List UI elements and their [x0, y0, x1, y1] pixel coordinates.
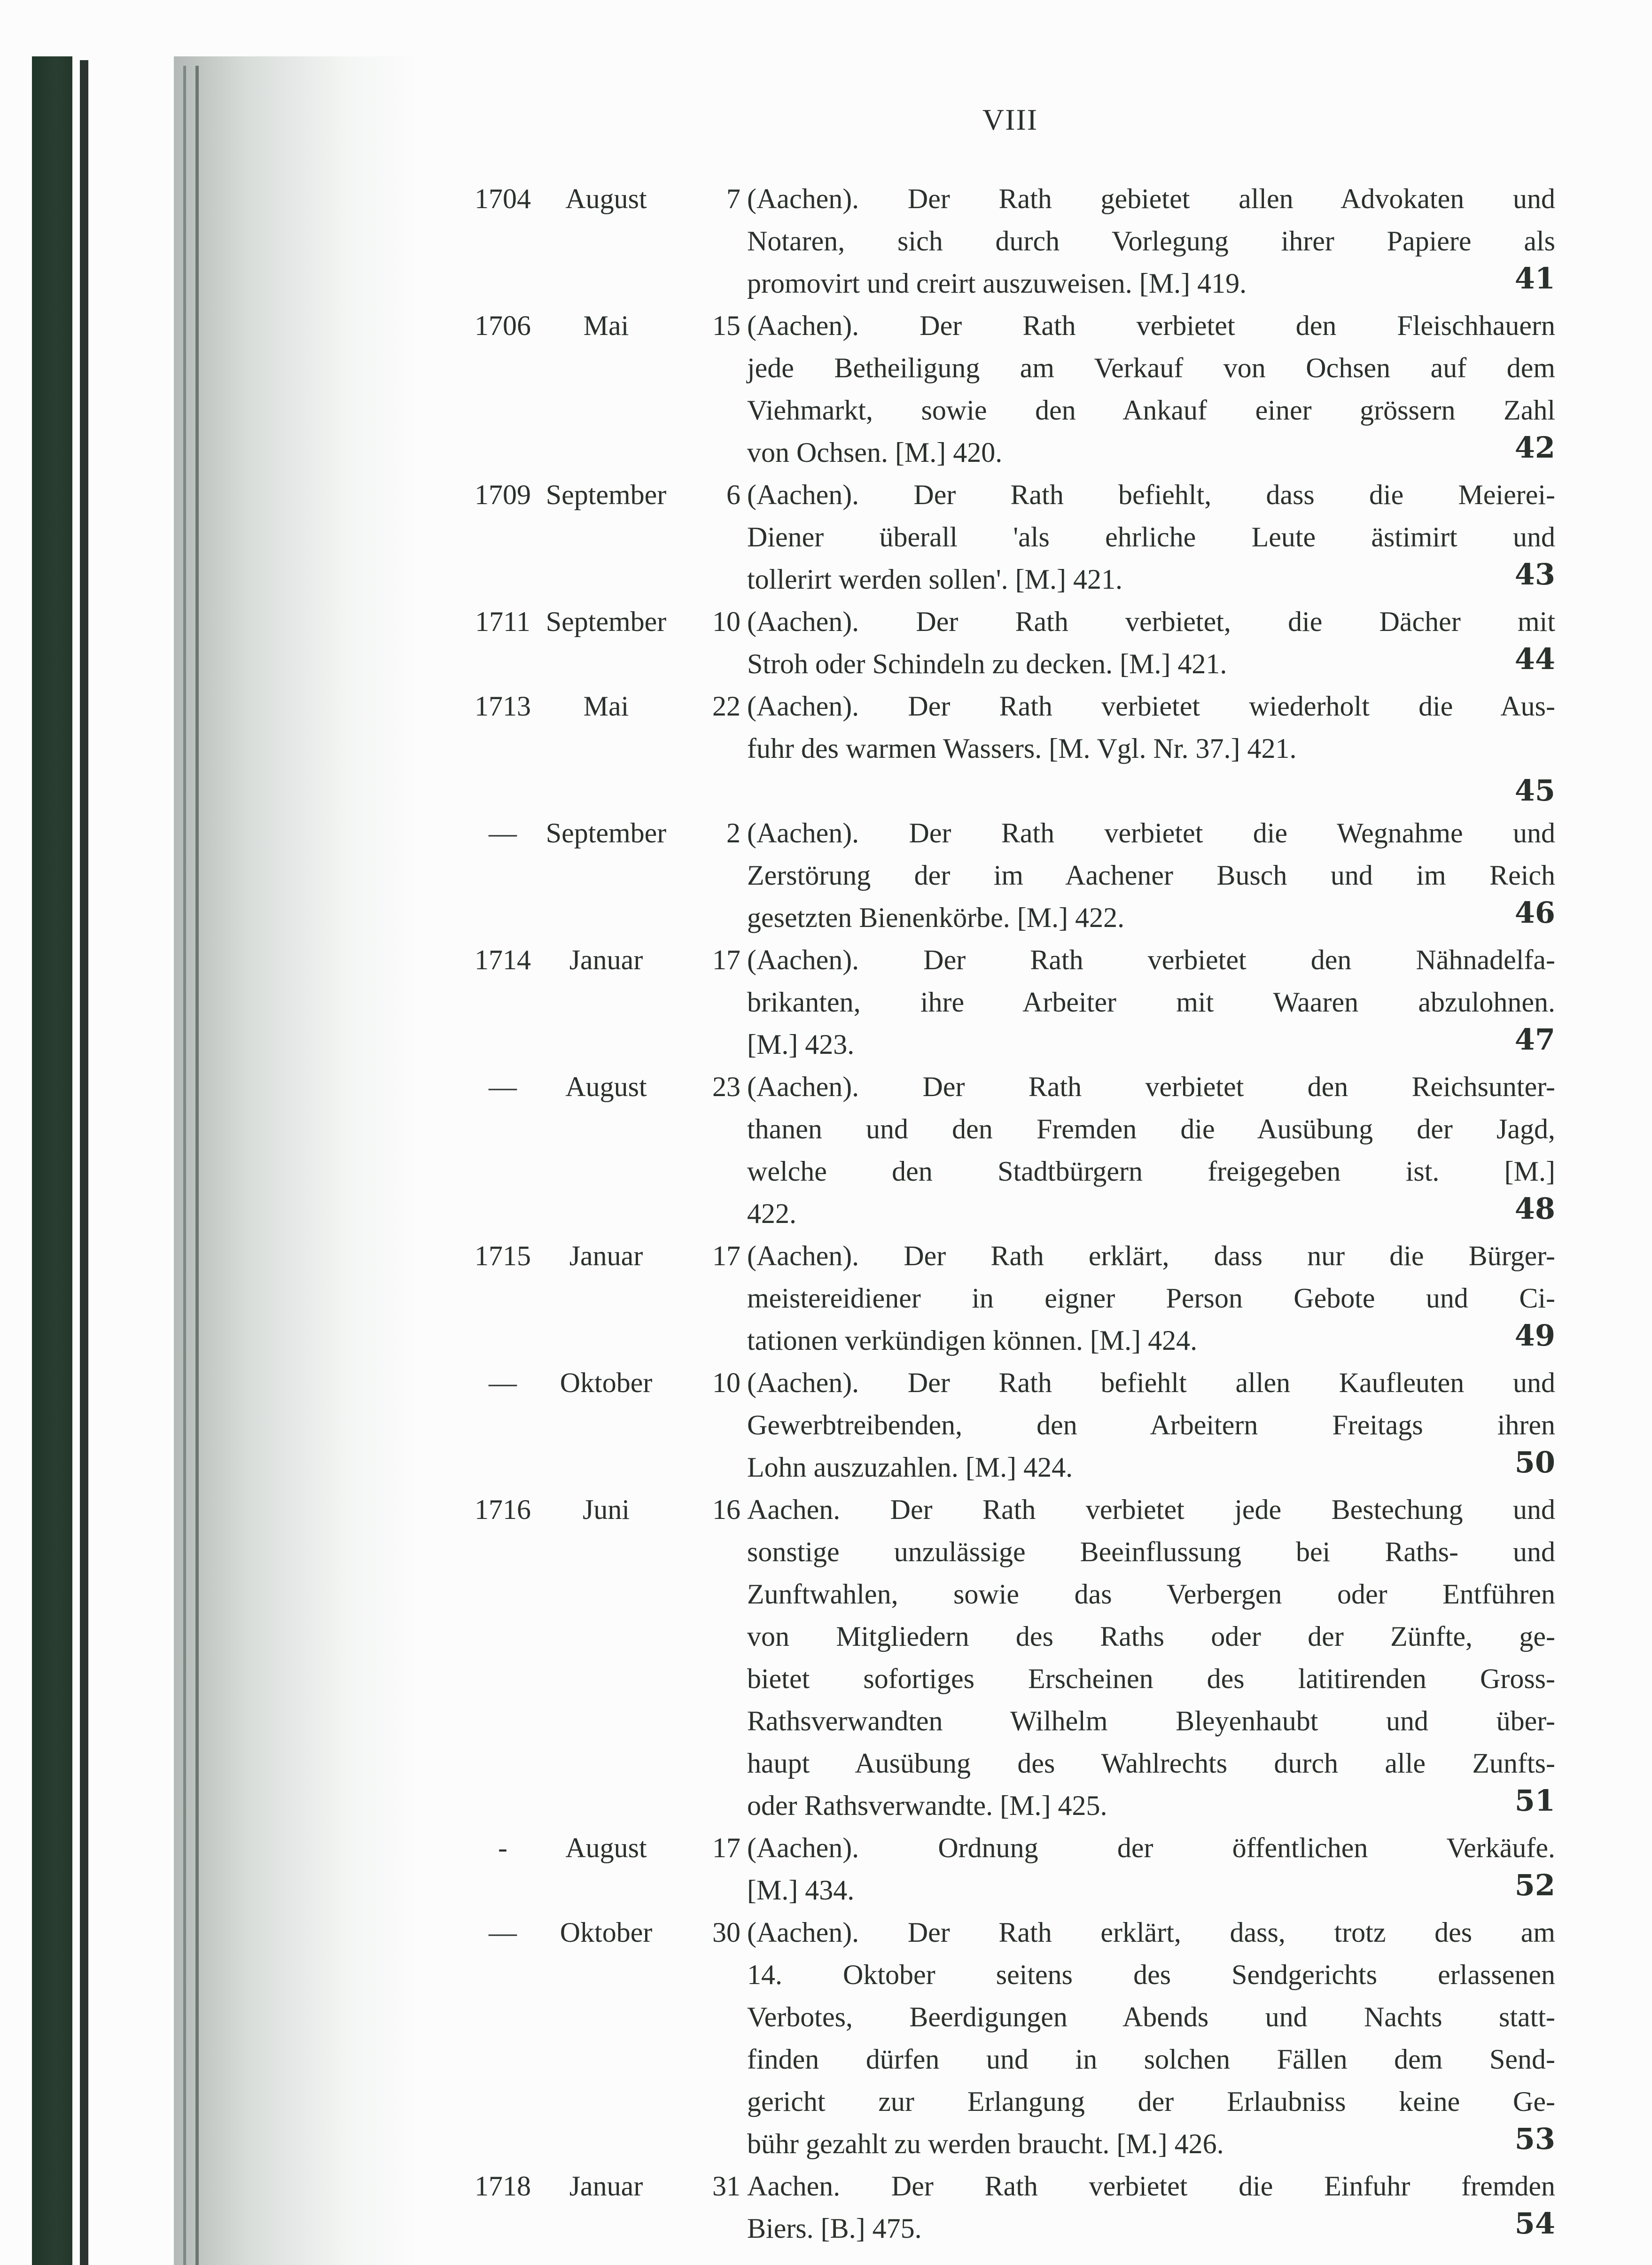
- regest-entry: [470, 1066, 1555, 1235]
- entry-text: [747, 178, 1555, 304]
- entry-month: Januar: [569, 1240, 643, 1271]
- entry-text-line: finden dürfen und in solchen Fällen dem Send-: [747, 2044, 1555, 2075]
- entry-text-line: Rathsverwandten Wilhelm Bleyenhaubt und über-: [747, 1705, 1555, 1736]
- entry-number: 54: [1514, 2206, 1555, 2241]
- entry-text-line: Aachen. Der Rath verbietet jede Bestechung und: [747, 1494, 1555, 1525]
- entry-text-line: oder Rathsverwandte. [M.] 425.: [747, 1790, 1107, 1821]
- entry-year: 1711: [475, 606, 530, 637]
- entry-day: 15: [712, 310, 740, 341]
- entry-day: 23: [712, 1071, 740, 1102]
- entry-month: Oktober: [560, 1917, 653, 1948]
- entry-year: 1713: [475, 691, 531, 722]
- entry-number: 48: [1514, 1191, 1555, 1226]
- entry-text-line: (Aachen). Der Rath verbietet den Fleischhauern: [747, 310, 1555, 341]
- entry-year: 1706: [475, 310, 531, 341]
- regest-entry: [470, 2165, 1555, 2249]
- entry-day: 31: [712, 2171, 740, 2202]
- entry-month: September: [545, 606, 667, 637]
- entry-text: [747, 304, 1555, 474]
- entry-text: [747, 1911, 1555, 2165]
- entry-text-line: (Aachen). Der Rath gebietet allen Advokaten und: [747, 183, 1555, 214]
- entry-day: 22: [712, 691, 740, 722]
- entry-year: —: [489, 1071, 517, 1102]
- entry-number: 44: [1514, 642, 1555, 676]
- entry-text-line: tationen verkündigen können. [M.] 424.: [747, 1325, 1198, 1356]
- entry-text-line: Gewerbtreibenden, den Arbeitern Freitags ihren: [747, 1409, 1555, 1440]
- regest-entry: [470, 1362, 1555, 1488]
- regest-entry: [470, 1911, 1555, 2165]
- entry-text-line: (Aachen). Der Rath verbietet den Reichsunter-: [747, 1071, 1555, 1102]
- entry-year: 1716: [475, 1494, 531, 1525]
- entry-year: —: [489, 1917, 517, 1948]
- entry-year: -: [498, 1832, 507, 1863]
- entry-text-line: von Mitgliedern des Raths oder der Zünfte, ge-: [747, 1621, 1555, 1652]
- entry-month: Januar: [569, 944, 643, 975]
- entry-day: 6: [726, 479, 740, 510]
- entry-text-line: Notaren, sich durch Vorlegung ihrer Papiere als: [747, 226, 1555, 257]
- entry-day: 10: [712, 606, 740, 637]
- entry-text-line: (Aachen). Ordnung der öffentlichen Verkäufe.: [747, 1832, 1555, 1863]
- entry-text-line: (Aachen). Der Rath verbietet die Wegnahme und: [747, 817, 1555, 848]
- entry-text-line: 422.: [747, 1198, 796, 1229]
- entry-day: 7: [726, 183, 740, 214]
- entry-text-line: (Aachen). Der Rath befiehlt allen Kaufleuten und: [747, 1367, 1555, 1398]
- entry-number: 50: [1514, 1445, 1555, 1479]
- entry-number: 52: [1514, 1868, 1555, 1902]
- entry-day: 30: [712, 1917, 740, 1948]
- page-number: VIII: [982, 103, 1038, 136]
- entry-text-line: welche den Stadtbürgern freigegeben ist. [M.]: [747, 1156, 1555, 1187]
- entry-year: 1704: [475, 183, 531, 214]
- entry-text: [747, 939, 1555, 1066]
- regesta-list: [470, 178, 1555, 2249]
- entry-day: 17: [712, 944, 740, 975]
- entry-text-line: sonstige unzulässige Beeinflussung bei Raths- und: [747, 1536, 1555, 1567]
- regest-entry: [470, 178, 1555, 304]
- entry-text-line: (Aachen). Der Rath verbietet, die Dächer mit: [747, 606, 1555, 637]
- entry-text-line: tollerirt werden sollen'. [M.] 421.: [747, 564, 1122, 595]
- gutter-line: [183, 66, 186, 2265]
- entry-month: September: [545, 479, 667, 510]
- entry-text-line: thanen und den Fremden die Ausübung der Jagd,: [747, 1113, 1555, 1144]
- entry-month: Juni: [582, 1494, 630, 1525]
- entry-text: [747, 600, 1555, 685]
- book-binding-line: [80, 60, 88, 2265]
- entry-number: 43: [1514, 557, 1555, 592]
- entry-number: 49: [1514, 1318, 1555, 1353]
- entry-number: 51: [1514, 1783, 1555, 1818]
- entry-text-line: fuhr des warmen Wassers. [M. Vgl. Nr. 37.] 421.: [747, 733, 1297, 764]
- gutter-shadow: [174, 56, 418, 2265]
- entry-text: [747, 474, 1555, 600]
- entry-year: 1715: [475, 1240, 531, 1271]
- entry-month: Mai: [583, 691, 629, 722]
- entry-text: [747, 1827, 1555, 1911]
- book-binding-edge: [32, 56, 72, 2265]
- entry-text-line: [M.] 434.: [747, 1875, 855, 1906]
- entry-month: August: [565, 183, 647, 214]
- entry-text: [747, 1488, 1555, 1827]
- entry-month: August: [565, 1071, 647, 1102]
- entry-text-line: Lohn auszuzahlen. [M.] 424.: [747, 1452, 1073, 1483]
- entry-text: [747, 685, 1555, 812]
- entry-text-line: (Aachen). Der Rath befiehlt, dass die Meierei-: [747, 479, 1555, 510]
- entry-number: 41: [1514, 261, 1555, 296]
- entry-text-line: Diener überall 'als ehrliche Leute ästimirt und: [747, 521, 1555, 553]
- regest-entry: [470, 1488, 1555, 1827]
- entry-text-line: (Aachen). Der Rath erklärt, dass nur die Bürger-: [747, 1240, 1555, 1271]
- entry-text: [747, 812, 1555, 939]
- entry-year: —: [489, 817, 517, 848]
- entry-text-line: Verbotes, Beerdigungen Abends und Nachts statt-: [747, 2001, 1555, 2032]
- regest-entry: [470, 685, 1555, 812]
- entry-year: 1718: [475, 2171, 531, 2202]
- regest-entry: [470, 474, 1555, 600]
- entry-number: 46: [1514, 895, 1555, 930]
- gutter-line: [195, 66, 199, 2265]
- entry-month: Oktober: [560, 1367, 653, 1398]
- entry-text-line: 14. Oktober seitens des Sendgerichts erlassenen: [747, 1959, 1555, 1990]
- entry-text-line: brikanten, ihre Arbeiter mit Waaren abzulohnen.: [747, 987, 1555, 1018]
- entry-text-line: meistereidiener in eigner Person Gebote und Ci-: [747, 1283, 1555, 1314]
- entry-text-line: Biers. [B.] 475.: [747, 2213, 922, 2244]
- entry-text-line: (Aachen). Der Rath verbietet den Nähnadelfa-: [747, 944, 1555, 975]
- entry-text-line: (Aachen). Der Rath verbietet wiederholt die Aus-: [747, 691, 1555, 722]
- entry-day: 17: [712, 1832, 740, 1863]
- entry-text-line: jede Betheiligung am Verkauf von Ochsen auf dem: [747, 352, 1555, 383]
- entry-text: [747, 1235, 1555, 1362]
- entry-text: [747, 2165, 1555, 2249]
- entry-text-line: von Ochsen. [M.] 420.: [747, 437, 1003, 468]
- entry-text-line: gericht zur Erlangung der Erlaubniss keine Ge-: [747, 2086, 1555, 2117]
- entry-day: 16: [712, 1494, 740, 1525]
- entry-year: 1714: [475, 944, 531, 975]
- entry-month: September: [545, 817, 667, 848]
- entry-day: 2: [726, 817, 740, 848]
- entry-text-line: Zunftwahlen, sowie das Verbergen oder Entführen: [747, 1579, 1555, 1610]
- regest-entry: [470, 1235, 1555, 1362]
- entry-text-line: gesetzten Bienenkörbe. [M.] 422.: [747, 902, 1125, 933]
- entry-day: 17: [712, 1240, 740, 1271]
- entry-text: [747, 1066, 1555, 1235]
- entry-text-line: Zerstörung der im Aachener Busch und im Reich: [747, 860, 1555, 891]
- entry-year: —: [489, 1367, 517, 1398]
- entry-number: 47: [1514, 1022, 1555, 1057]
- entry-text-line: promovirt und creirt auszuweisen. [M.] 419.: [747, 268, 1247, 299]
- entry-text-line: bühr gezahlt zu werden braucht. [M.] 426.: [747, 2128, 1224, 2159]
- entry-text-line: haupt Ausübung des Wahlrechts durch alle Zunfts-: [747, 1748, 1555, 1779]
- entry-text-line: (Aachen). Der Rath erklärt, dass, trotz des am: [747, 1917, 1555, 1948]
- entry-text-line: Stroh oder Schindeln zu decken. [M.] 421.: [747, 648, 1227, 679]
- entry-text-line: [M.] 423.: [747, 1029, 855, 1060]
- entry-text-line: bietet sofortiges Erscheinen des latitirenden Gross-: [747, 1663, 1555, 1694]
- entry-month: August: [565, 1832, 647, 1863]
- entry-text: [747, 1362, 1555, 1488]
- entry-number: 42: [1514, 430, 1555, 465]
- entry-text-line: Viehmarkt, sowie den Ankauf einer grössern Zahl: [747, 395, 1555, 426]
- entry-number: 53: [1514, 2122, 1555, 2156]
- entry-month: Januar: [569, 2171, 643, 2202]
- regest-entry: [470, 939, 1555, 1066]
- entry-day: 10: [712, 1367, 740, 1398]
- entry-number-line: [747, 770, 1555, 812]
- entry-text-line: Aachen. Der Rath verbietet die Einfuhr fremden: [747, 2171, 1555, 2202]
- entry-month: Mai: [583, 310, 629, 341]
- regest-entry: [470, 812, 1555, 939]
- regest-entry: [470, 600, 1555, 685]
- entry-year: 1709: [475, 479, 531, 510]
- regest-entry: [470, 304, 1555, 474]
- entry-number: 45: [1514, 773, 1555, 808]
- regest-entry: [470, 1827, 1555, 1911]
